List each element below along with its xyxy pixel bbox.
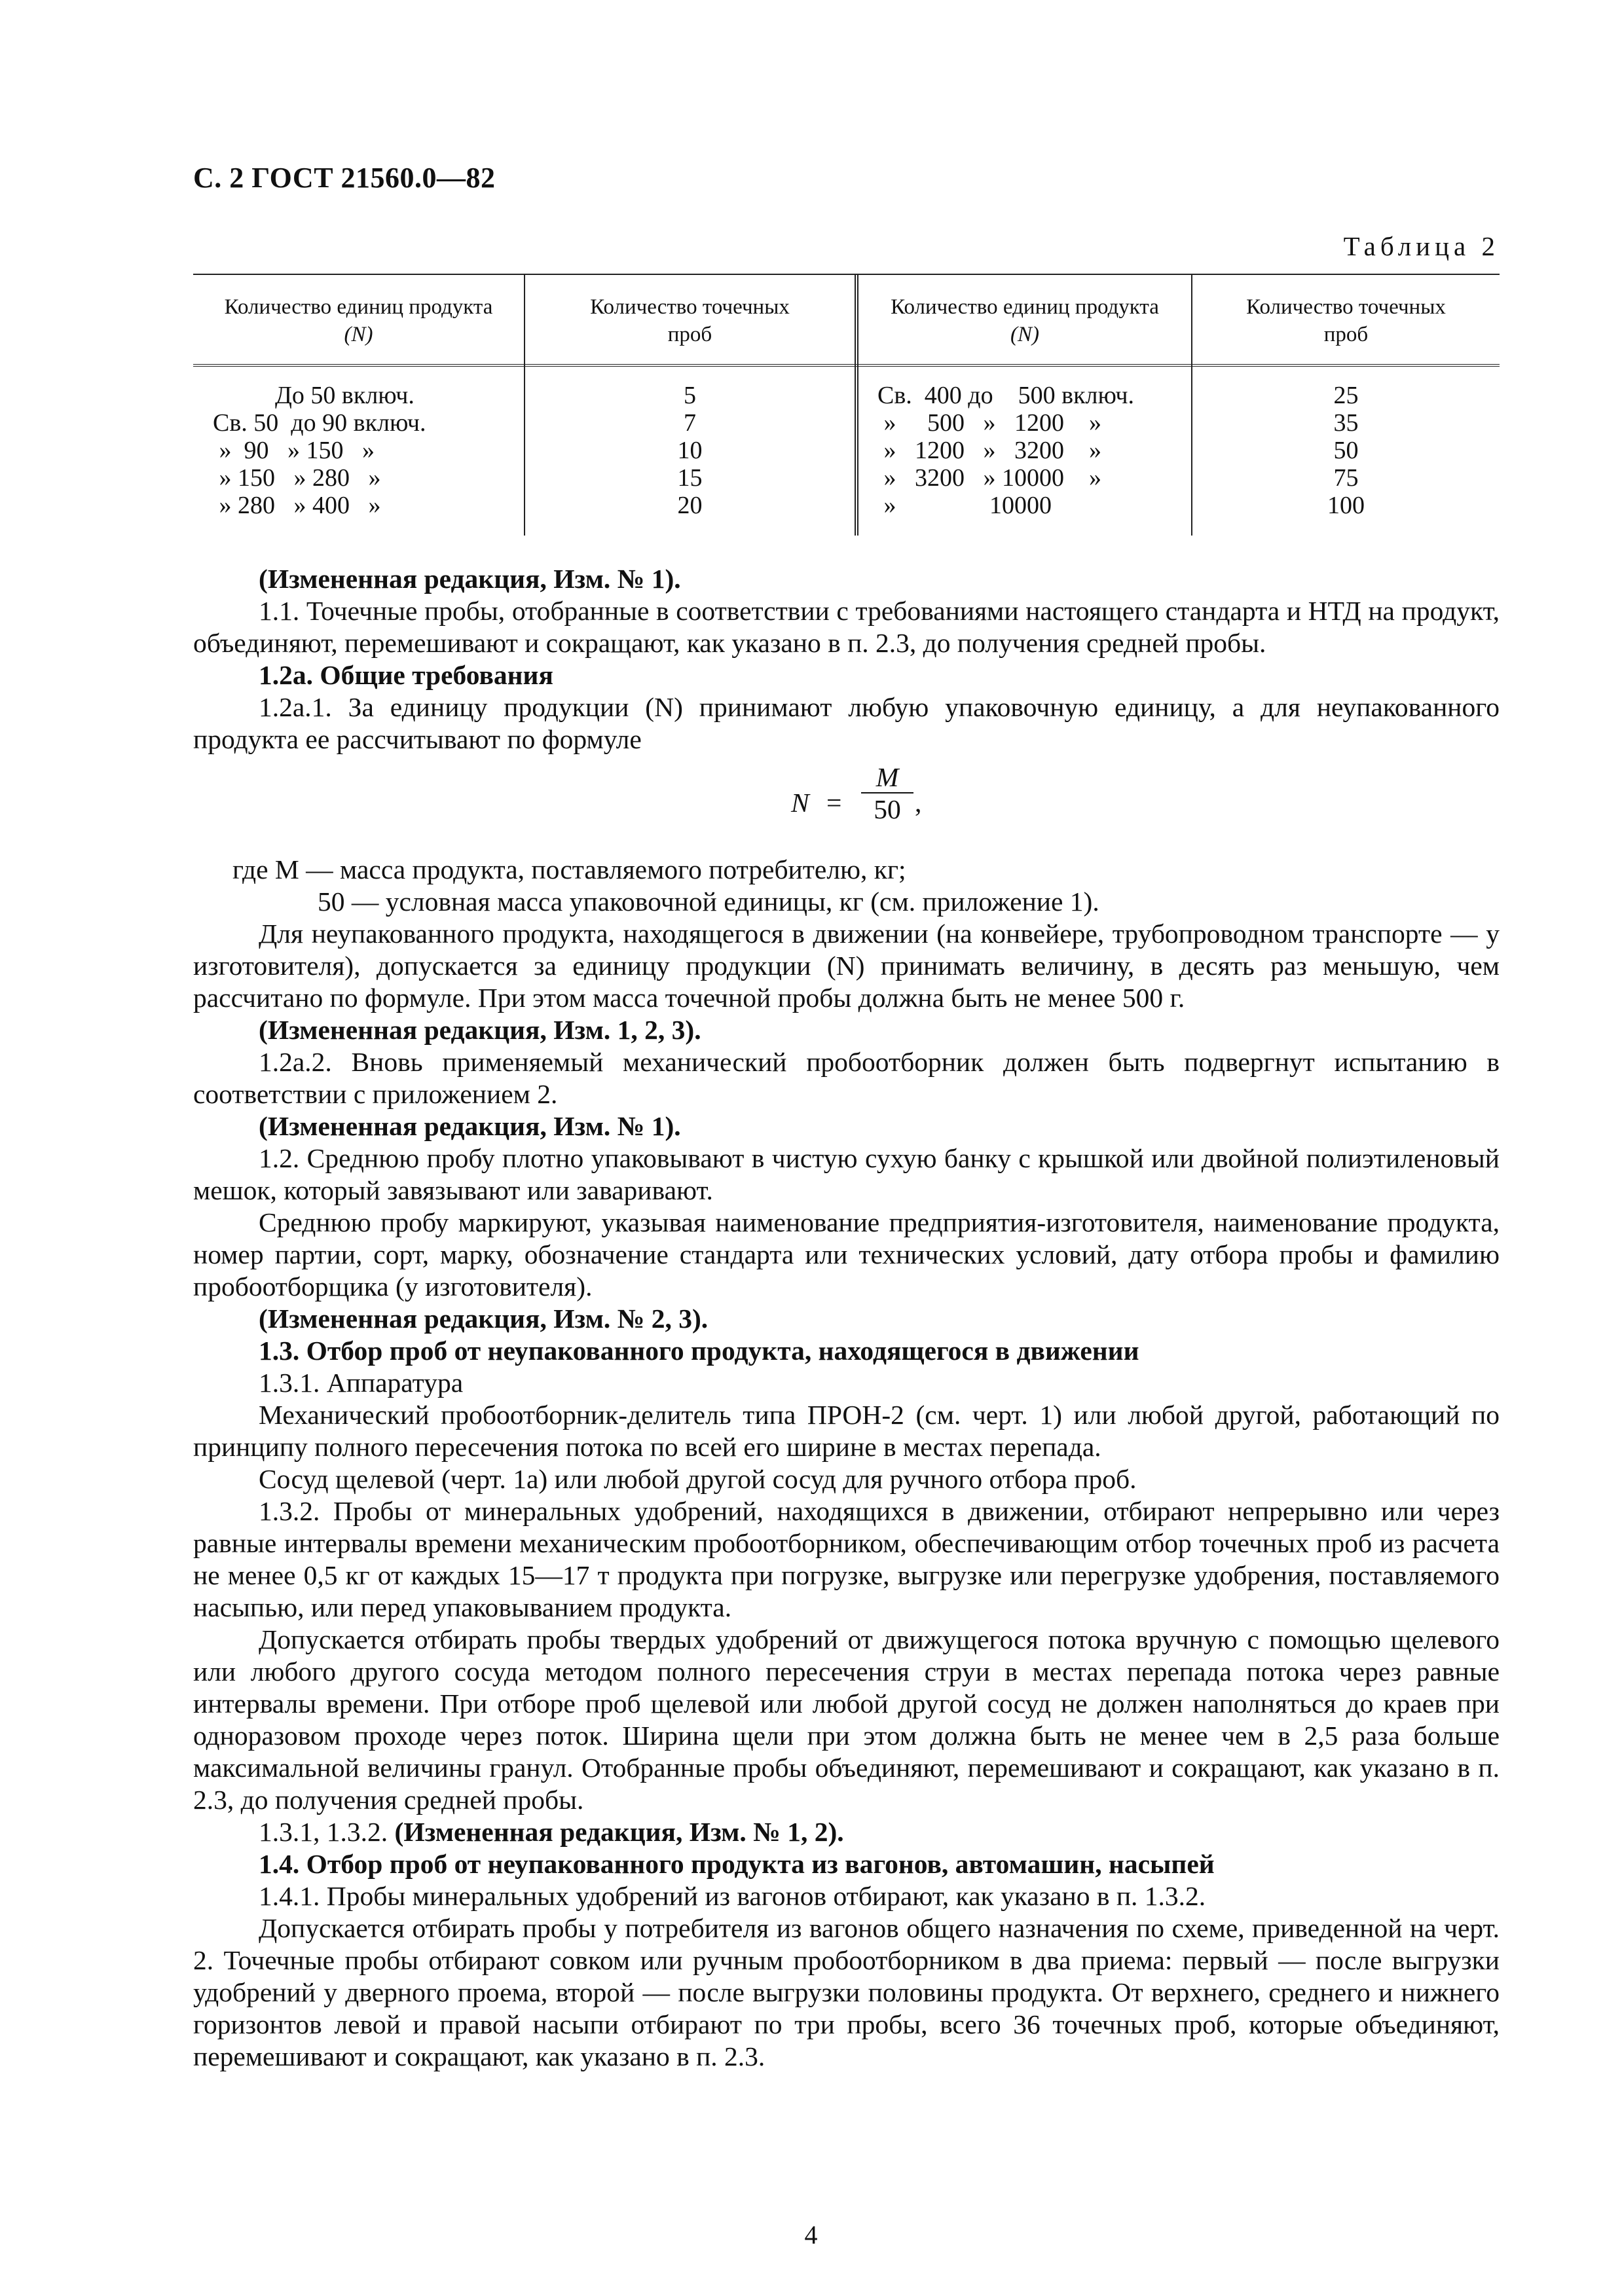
table-left-ranges [213, 382, 521, 519]
formula-lhs: N [791, 788, 809, 818]
section-heading-1-3: 1.3. Отбор проб от неупакованного продукта, находящегося в движении [259, 1336, 1139, 1366]
paragraph-moving-product: Для неупакованного продукта, находящегося в движении (на конвейере, трубопроводном транспорте — у изготовителя), допускается за единицу продукции (N) принимать величину, в десять раз меньшую, чем рассчитано по формуле. При этом масса точечной пробы должна быть не менее 500 г. [193, 919, 1500, 1013]
paragraph-slot-vessel: Сосуд щелевой (черт. 1а) или любой другой сосуд для ручного отбора проб. [259, 1464, 1137, 1494]
formula-numerator: M [861, 762, 913, 793]
table-cell: 50 [1333, 437, 1359, 464]
table-cell: 10 [677, 437, 703, 464]
amendment-note: (Измененная редакция, Изм. № 1). [259, 564, 681, 594]
table-cell: » 10000 [877, 492, 1052, 519]
formula-fraction [861, 762, 913, 825]
table-cell: До 50 включ. [213, 382, 415, 409]
amendment-note: (Измененная редакция, Изм. № 2, 3). [259, 1303, 709, 1334]
amendment-note: (Измененная редакция, Изм. № 1). [259, 1111, 681, 1141]
section-heading-1-2a: 1.2а. Общие требования [259, 660, 553, 690]
table-left-counts [525, 382, 855, 519]
table-header-col2: Количество точечных проб [590, 295, 790, 346]
paragraph-1-4-1: 1.4.1. Пробы минеральных удобрений из вагонов отбирают, как указано в п. 1.3.2. [259, 1881, 1206, 1911]
formula-legend-m: где М — масса продукта, поставляемого потребителю, кг; [232, 854, 906, 884]
table-cell: 100 [1327, 492, 1365, 519]
table-right-counts [1192, 382, 1500, 519]
table-cell: 20 [677, 492, 703, 519]
amendment-note: (Измененная редакция, Изм. 1, 2, 3). [259, 1015, 701, 1045]
paragraph-1-3-1: 1.3.1. Аппаратура [259, 1368, 464, 1398]
page-header: С. 2 ГОСТ 21560.0—82 [193, 162, 496, 194]
body-text [193, 563, 1500, 2073]
table-cell: 25 [1333, 382, 1359, 409]
paragraph-1-2: 1.2. Среднюю пробу плотно упаковывают в чистую сухую банку с крышкой или двойной полиэтиленовый мешок, который завязывают или заваривают. [193, 1143, 1500, 1205]
table-cell: Св. 400 до 500 включ. [877, 382, 1135, 409]
table-cell: » 90 » 150 » [213, 437, 375, 464]
formula-comma: , [915, 788, 922, 818]
section-heading-1-4: 1.4. Отбор проб от неупакованного продукта из вагонов, автомашин, насыпей [259, 1849, 1215, 1879]
table-header-col3: Количество единиц продукта (N) [891, 295, 1159, 346]
table-cell: » 150 » 280 » [213, 464, 381, 492]
paragraph-marking: Среднюю пробу маркируют, указывая наименование предприятия-изготовителя, наименование продукта, номер партии, сорт, марку, обозначение стандарта или технических условий, дату отбора пробы и фамилию пробоотборщика (у изготовителя). [193, 1207, 1500, 1302]
formula [193, 756, 1500, 854]
table-cell: 35 [1333, 409, 1359, 437]
paragraph-1-2a-1: 1.2а.1. За единицу продукции (N) принимают любую упаковочную единицу, а для неупакованного продукта ее рассчитывают по формуле [193, 692, 1500, 754]
table-right-ranges [877, 382, 1189, 519]
paragraph-1-2a-2: 1.2а.2. Вновь применяемый механический пробоотборник должен быть подвергнут испытанию в соответствии с приложением 2. [193, 1047, 1500, 1109]
table-cell: 75 [1333, 464, 1359, 492]
paragraph-1-3-2: 1.3.2. Пробы от минеральных удобрений, находящихся в движении, отбирают непрерывно или через равные интервалы времени механическим пробоотборником, обеспечивающим отбор точечных проб из расчета не менее 0,5 кг от каждых 15—17 т продукта при погрузке, выгрузке или перегрузке удобрения, поставляемого насыпью, или перед упаковыванием продукта. [193, 1496, 1500, 1622]
table-top-rule [193, 274, 1500, 275]
table-cell: 15 [677, 464, 703, 492]
paragraph-1-1: 1.1. Точечные пробы, отобранные в соответствии с требованиями настоящего стандарта и НТД на продукт, объединяют, перемешивают и сокращают, как указано в п. 2.3, до получения средней пробы. [193, 596, 1500, 658]
formula-denominator: 50 [874, 794, 901, 824]
amendment-note-1-3: 1.3.1, 1.3.2. (Измененная редакция, Изм. № 1, 2). [259, 1817, 844, 1847]
table-header-col1: Количество единиц продукта (N) [224, 295, 493, 346]
paragraph-manual-sampling: Допускается отбирать пробы твердых удобрений от движущегося потока вручную с помощью щелевого или любого другого сосуда методом полного пересечения струи в местах перепада потока через равные интервалы времени. При отборе проб щелевой или любой другой сосуд не должен наполняться до краев при одноразовом проходе через поток. Ширина щели при этом должна быть не менее чем в 2,5 раза больше максимальной величины гранул. Отобранные пробы объединяют, перемешивают и сокращают, как указано в п. 2.3, до получения средней пробы. [193, 1624, 1500, 1815]
page-number: 4 [804, 2220, 818, 2250]
table-cell: » 280 » 400 » [213, 492, 381, 519]
table-2 [193, 274, 1500, 536]
table-header-col4: Количество точечных проб [1246, 295, 1446, 346]
table-caption: Таблица 2 [1343, 231, 1500, 261]
table-header-rule [193, 364, 1500, 367]
table-cell: » 500 » 1200 » [877, 409, 1101, 437]
paragraph-apparatus: Механический пробоотборник-делитель типа ПРОН-2 (см. черт. 1) или любой другой, работающий по принципу полного пересечения потока по всей его ширине в местах перепада. [193, 1400, 1500, 1462]
table-cell: 7 [684, 409, 696, 437]
formula-equals: = [826, 788, 842, 818]
paragraph-wagons: Допускается отбирать пробы у потребителя из вагонов общего назначения по схеме, приведенной на черт. 2. Точечные пробы отбирают совком или ручным пробоотборником в два приема: первый — после выгрузки удобрений у дверного проема, второй — после выгрузки половины продукта. От верхнего, среднего и нижнего горизонтов левой и правой насыпи отбирают по три пробы, всего 36 точечных проб, которые объединяют, перемешивают и сокращают, как указано в п. 2.3. [193, 1913, 1500, 2071]
table-cell: 5 [684, 382, 696, 409]
table-cell: » 1200 » 3200 » [877, 437, 1101, 464]
formula-legend-50: 50 — условная масса упаковочной единицы, кг (см. приложение 1). [318, 886, 1099, 917]
table-cell: Св. 50 до 90 включ. [213, 409, 426, 437]
table-cell: » 3200 » 10000 » [877, 464, 1101, 492]
